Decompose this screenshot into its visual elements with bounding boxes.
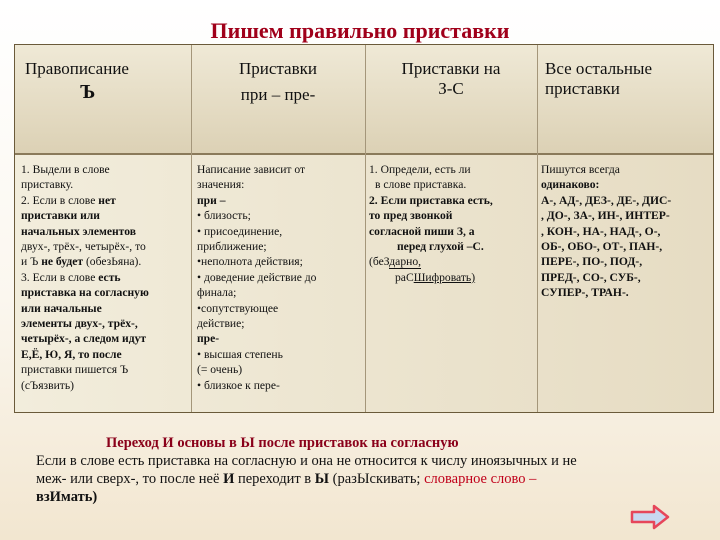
next-slide-button[interactable] [630,504,670,535]
prefix-vowel-note [0,434,720,506]
header-pri-pre: Приставки при – пре- [239,59,317,104]
column-divider [537,45,538,412]
right-arrow-icon [630,504,670,530]
slide-title: Пишем правильно приставки [210,18,510,43]
header-other-prefixes: Все остальные приставки [545,59,652,98]
z-s-rules: 1. Определи, есть ли в слове приставка. 2. Если приставка есть, то пред звонкой согласной пиши З, а перед глухой –С. (беЗдарно, раСШифровать) [369,163,493,284]
prefix-rules-table [14,44,714,413]
column-divider [365,45,366,412]
note-line: меж- или сверх-, то после неё И переходит в Ы (разЫскивать; словарное слово – [36,471,537,487]
note-line: взИмать) [36,489,98,505]
note-line: Если в слове есть приставка на согласную и она не относится к числу иноязычных и не [36,453,577,469]
note-title: Переход И основы в Ы после приставок на согласную [106,435,459,451]
header-hard-sign: Правописание Ъ [25,59,129,103]
hard-sign-rules: 1. Выдели в слове приставку. 2. Если в слове нет приставки или начальных элементов двух-, трёх-, четырёх-, то и Ъ не будет (обезЬяна). 3. Если в слове есть приставка на согласную или начальные элементы двух-, трёх-, четырёх-, а следом идут Е,Ё, Ю, Я, то после приставки пишется Ъ (сЪязвить) [21,163,149,392]
other-prefixes-list: Пишутся всегда одинаково: А-, АД-, ДЕЗ-, ДЕ-, ДИС- , ДО-, ЗА-, ИН-, ИНТЕР- , КОН-, НА-, НАД-, О-, ОБ-, ОБО-, ОТ-, ПАН-, ПЕРЕ-, ПО-, ПОД-, ПРЕД-, СО-, СУБ-, СУПЕР-, ТРАН-. [541,163,672,300]
header-z-s: Приставки на З-С [401,59,501,98]
pri-pre-rules: Написание зависит от значения: при – • близость; • присоединение, приближение; •неполнота действия; • доведение действие до финала; •сопутствующее действие; пре- • высшая степень (= очень) • близкое к пере- [197,163,317,392]
